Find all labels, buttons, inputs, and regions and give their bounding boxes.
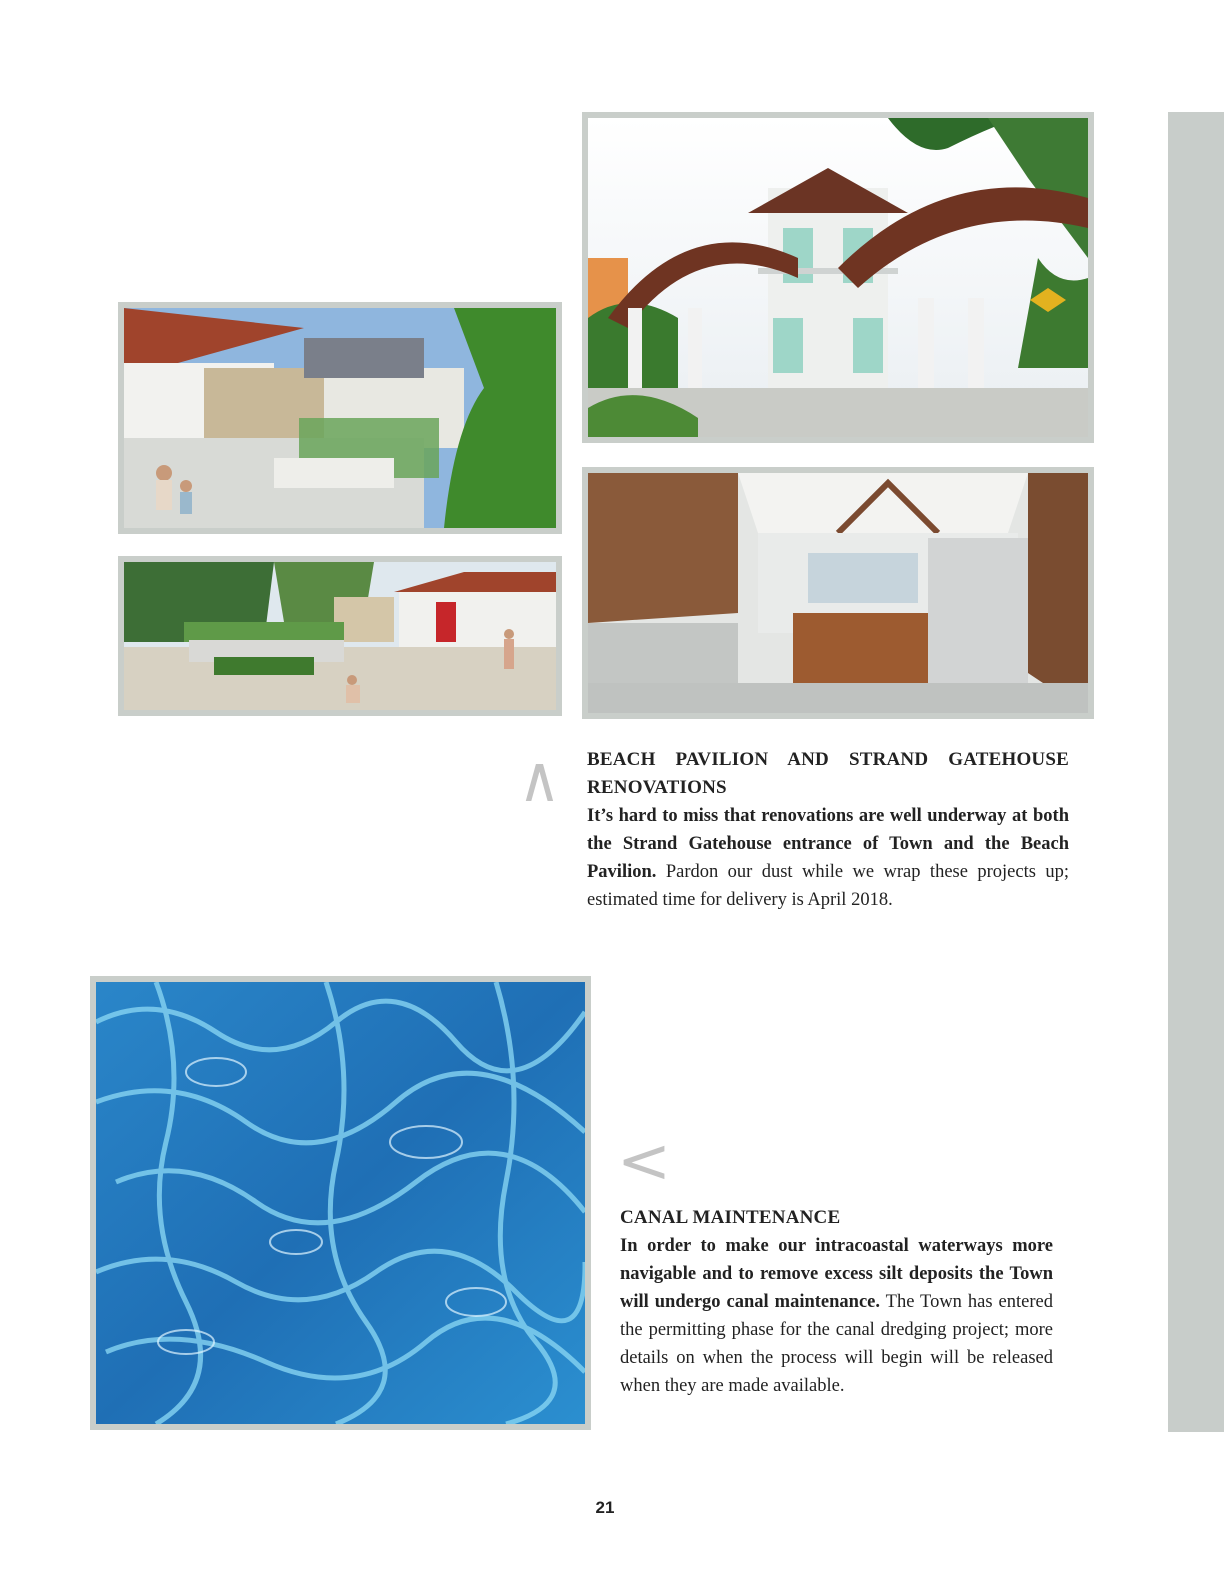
- gatehouse-rendering-image: [582, 112, 1094, 443]
- restroom-interior-rendering-image: [582, 467, 1094, 719]
- beach-pavilion-article: [587, 746, 1069, 914]
- canal-article-text: [620, 1232, 1053, 1400]
- pool-water-image: [90, 976, 591, 1430]
- left-arrow-icon: <: [616, 1124, 672, 1197]
- canal-article-body: The Town has entered the permitting phase for the canal dredging project; more details on when the process will begin will be released when they are made available.: [620, 1292, 1053, 1396]
- beach-article-lead: It’s hard to miss that renovations are well underway at both the Strand Gatehouse entrance of Town and the Beach Pavilion.: [587, 806, 1069, 882]
- pavilion-exterior-rendering-image: [118, 302, 562, 534]
- beach-article-title: BEACH PAVILION AND STRAND GATEHOUSE RENOVATIONS: [587, 749, 1069, 798]
- beach-article-body: Pardon our dust while we wrap these projects up; estimated time for delivery is April 2018.: [587, 862, 1069, 910]
- canal-maintenance-article: [620, 1204, 1053, 1400]
- canal-article-title: CANAL MAINTENANCE: [620, 1207, 841, 1228]
- page-number: 21: [595, 1498, 615, 1517]
- side-color-bar: [1168, 112, 1224, 1432]
- canal-article-lead: In order to make our intracoastal waterways more navigable and to remove excess silt deposits the Town will undergo canal maintenance.: [620, 1236, 1053, 1312]
- beach-article-text: [587, 802, 1069, 914]
- up-arrow-icon: ∧: [518, 743, 561, 817]
- pavilion-seating-rendering-image: [118, 556, 562, 716]
